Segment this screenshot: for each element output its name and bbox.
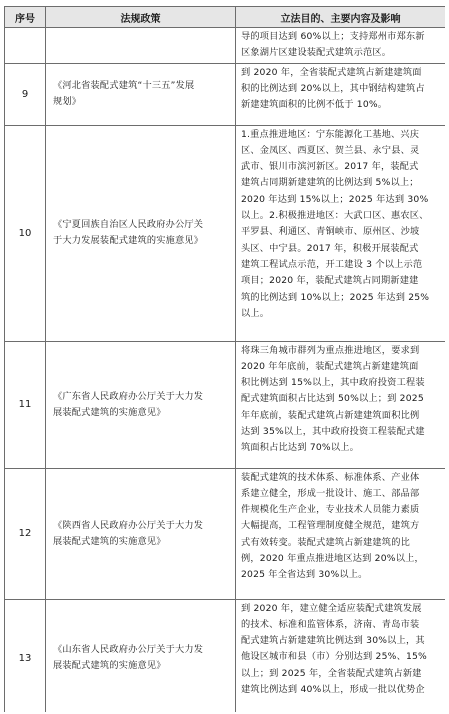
content-line: 达到 35%以上，其中政府投资工程装配式建 xyxy=(241,426,425,438)
content-line: 项目；2020 年，装配式建筑占同期新建建 xyxy=(241,275,419,287)
law-title-cell xyxy=(46,28,236,64)
content-line: 2020 年年底前，装配式建筑占新建建筑面 xyxy=(241,360,419,372)
content-line: 例，2020 年重点推进地区达到 20%以上， xyxy=(241,553,424,565)
law-title-line: 展装配式建筑的实施意见》 xyxy=(53,660,166,672)
law-title-line: 《宁夏回族自治区人民政府办公厅关 xyxy=(53,219,204,231)
content-line: 以上。2.积极推进地区：大武口区、惠农区、 xyxy=(241,210,429,222)
law-title-line: 展装配式建筑的实施意见》 xyxy=(53,535,166,547)
table-row xyxy=(5,599,446,712)
content-line: 装配式建筑的技术体系、标准体系、产业体 xyxy=(241,471,420,483)
law-title-cell xyxy=(46,341,236,468)
law-title-line: 《广东省人民政府办公厅关于大力发 xyxy=(53,390,204,402)
row-number: 11 xyxy=(5,341,46,468)
content-line: 将珠三角城市群列为重点推进地区，要求到 xyxy=(241,344,420,356)
content-line: 到 2020 年，全省装配式建筑占新建建筑面 xyxy=(241,66,422,78)
table-row xyxy=(5,63,446,125)
content-line: 大幅提高，工程管理制度健全规范，建筑方 xyxy=(241,520,420,532)
row-number: 13 xyxy=(5,599,46,712)
table-row xyxy=(5,468,446,599)
row-number xyxy=(5,28,46,64)
content-line: 筑的比例达到 10%以上；2025 年达到 25% xyxy=(241,291,430,303)
content-line: 导的项目达到 60%以上；支持郑州市郑东新 xyxy=(241,31,425,42)
table-body xyxy=(5,28,446,713)
table-row xyxy=(5,341,446,468)
row-number: 9 xyxy=(5,63,46,125)
law-title-line: 展装配式建筑的实施意见》 xyxy=(53,406,166,418)
content-cell xyxy=(236,63,446,125)
content-line: 年年底前，装配式建筑占新建建筑面积比例 xyxy=(241,409,420,421)
content-cell xyxy=(236,125,446,341)
content-line: 配式建筑面积占比达到 50%以上；到 2025 xyxy=(241,393,424,405)
law-title-cell xyxy=(46,599,236,712)
table-row xyxy=(5,28,446,64)
content-line: 建筑占同期新建建筑的比例达到 5%以上； xyxy=(241,177,419,189)
law-title-line: 于大力发展装配式建筑的实施意见》 xyxy=(53,235,204,247)
content-line: 他设区城市和县（市）分别达到 25%、15% xyxy=(241,651,427,663)
content-line: 建筑工程试点示范，开工建设 3 个以上示范 xyxy=(241,258,423,270)
content-line: 件规模化生产企业，专业技术人员能力素质 xyxy=(241,504,420,516)
content-line: 2020 年达到 15%以上；2025 年达到 30% xyxy=(241,193,429,205)
content-line: 1.重点推进地区：宁东能源化工基地、兴庆 xyxy=(241,128,420,140)
law-title-cell xyxy=(46,125,236,341)
content-line: 式有效转变。装配式建筑占新建建筑的比 xyxy=(241,536,410,548)
document-page xyxy=(4,6,445,712)
table-row xyxy=(5,125,446,341)
content-line: 2025 年全省达到 30%以上。 xyxy=(241,569,368,581)
content-line: 建筑比例达到 40%以上，形成一批以优势企 xyxy=(241,684,425,696)
row-number: 12 xyxy=(5,468,46,599)
content-line: 头区、中宁县。2017 年，积极开展装配式 xyxy=(241,242,419,254)
law-title-line: 《河北省装配式建筑“十三五”发展 xyxy=(53,80,195,92)
law-title-line: 规划》 xyxy=(53,96,82,108)
content-cell xyxy=(236,599,446,712)
content-line: 配式建筑占新建建筑比例达到 30%以上，其 xyxy=(241,635,425,647)
content-line: 系建立健全，形成一批设计、施工、部品部 xyxy=(241,487,420,499)
content-line: 平罗县、利通区、青铜峡市、原州区、沙坡 xyxy=(241,226,420,238)
content-cell xyxy=(236,468,446,599)
content-line: 区、金凤区、西夏区、贺兰县、永宁县、灵 xyxy=(241,144,420,156)
table-header-row xyxy=(5,7,446,28)
header-law: 法规政策 xyxy=(46,7,236,28)
content-line: 以上；到 2025 年，全省装配式建筑占新建 xyxy=(241,667,422,679)
content-line: 以上。 xyxy=(241,307,270,319)
content-line: 新建建筑面积的比例不低于 10%。 xyxy=(241,99,388,111)
content-line: 筑面积占比达到 70%以上。 xyxy=(241,442,360,454)
content-cell xyxy=(236,28,446,64)
content-line: 武市、银川市滨河新区。2017 年，装配式 xyxy=(241,161,419,173)
content-line: 到 2020 年，建立健全适应装配式建筑发展 xyxy=(241,602,422,614)
header-content: 立法目的、主要内容及影响 xyxy=(236,7,446,28)
content-line: 积比例达到 15%以上，其中政府投资工程装 xyxy=(241,377,425,389)
row-number: 10 xyxy=(5,125,46,341)
law-title-cell xyxy=(46,468,236,599)
law-title-line: 《山东省人民政府办公厅关于大力发 xyxy=(53,644,204,656)
policy-table xyxy=(4,6,445,712)
law-title-cell xyxy=(46,63,236,125)
header-no: 序号 xyxy=(5,7,46,28)
law-title-line: 《陕西省人民政府办公厅关于大力发 xyxy=(53,519,204,531)
content-line: 的技术、标准和监管体系，济南、青岛市装 xyxy=(241,618,420,630)
content-line: 区象湖片区建设装配式建筑示范区。 xyxy=(241,47,392,59)
content-line: 积的比例达到 20%以上，其中钢结构建筑占 xyxy=(241,82,425,94)
content-cell xyxy=(236,341,446,468)
